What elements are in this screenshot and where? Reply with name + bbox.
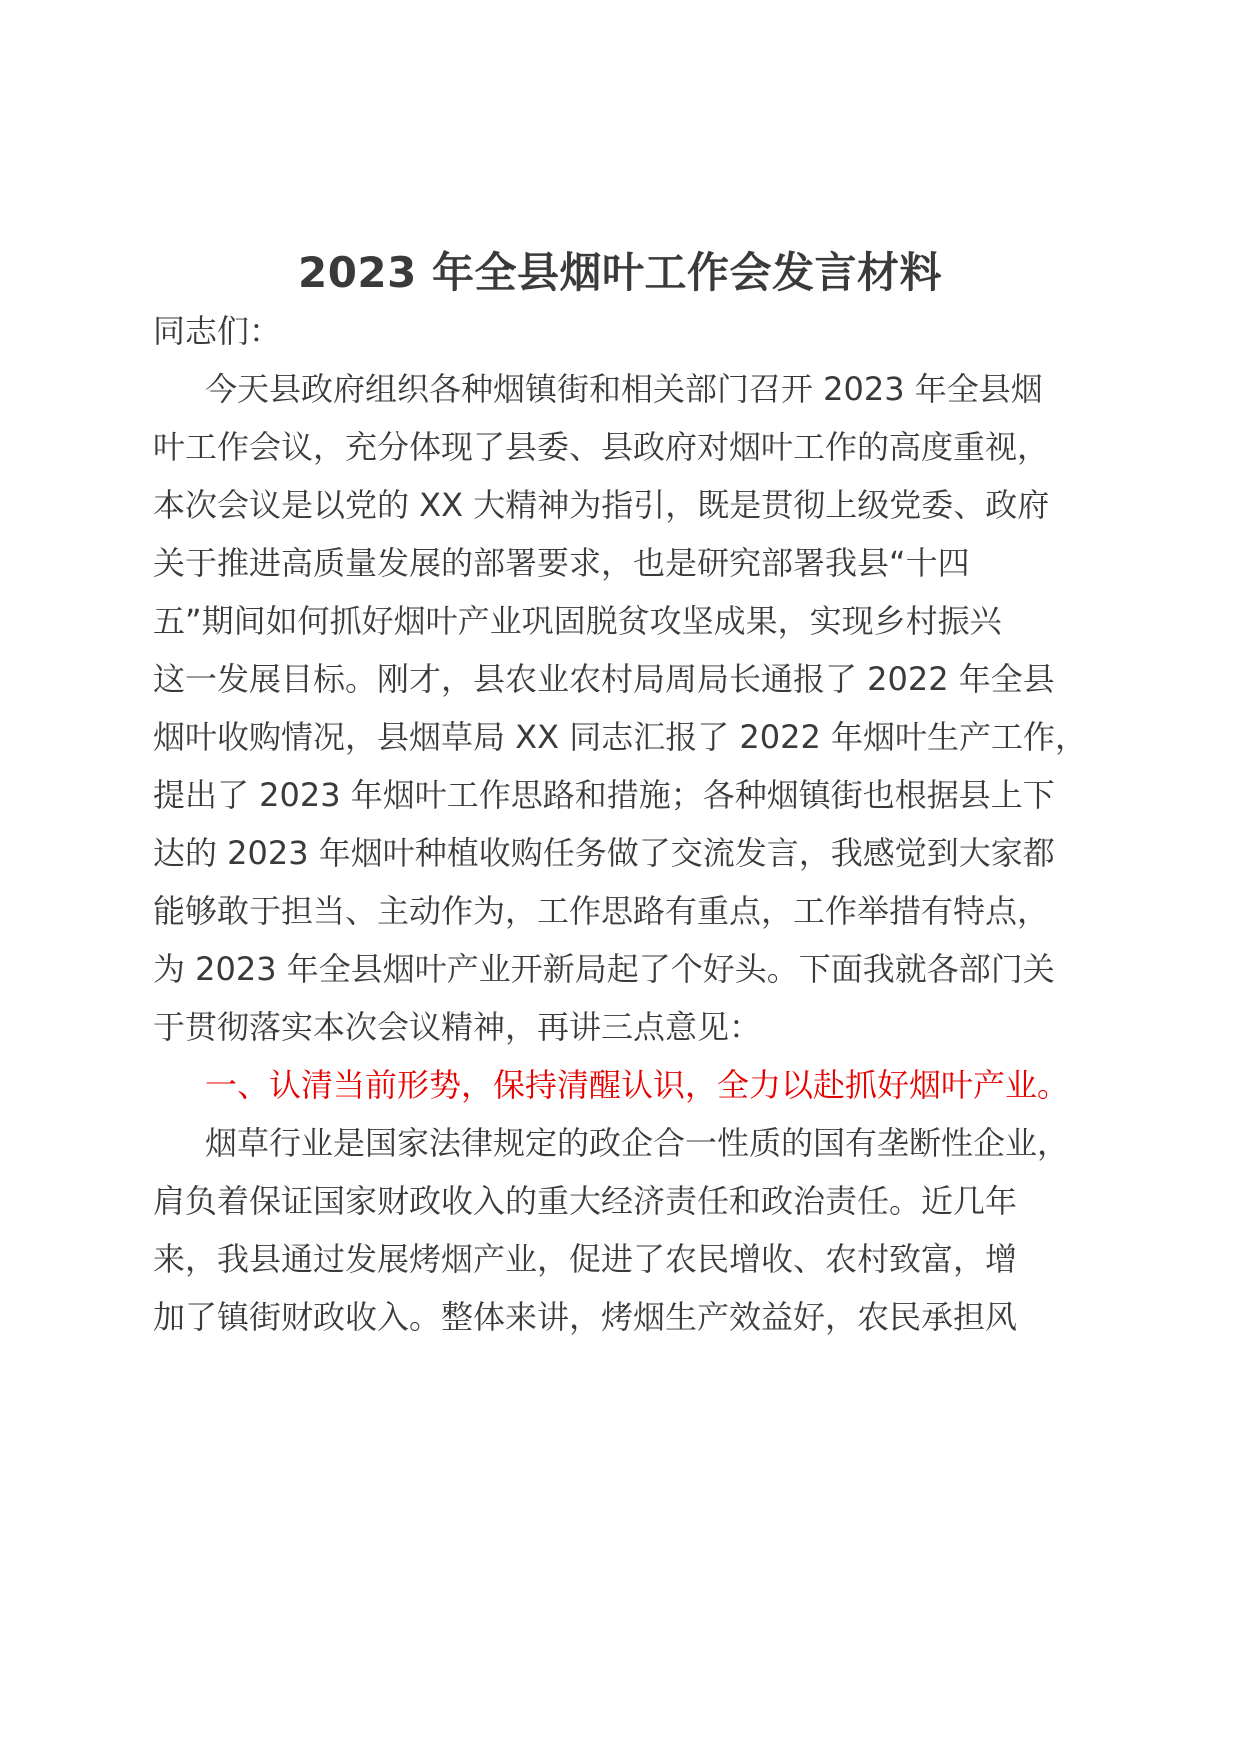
salutation: 同志们： bbox=[153, 312, 282, 350]
paragraph-line: 烟叶收购情况，县烟草局 XX 同志汇报了 2022 年烟叶生产工作， bbox=[153, 718, 1087, 756]
paragraph-line: 能够敢于担当、主动作为，工作思路有重点，工作举措有特点， bbox=[153, 892, 1050, 930]
paragraph-line: 达的 2023 年烟叶种植收购任务做了交流发言，我感觉到大家都 bbox=[153, 834, 1055, 872]
paragraph-line: 烟草行业是国家法律规定的政企合一性质的国有垄断性企业， bbox=[205, 1124, 1070, 1162]
paragraph-line: 为 2023 年全县烟叶产业开新局起了个好头。下面我就各部门关 bbox=[153, 950, 1055, 988]
paragraph-line: 这一发展目标。刚才，县农业农村局周局长通报了 2022 年全县 bbox=[153, 660, 1055, 698]
paragraph-line: 加了镇街财政收入。整体来讲，烤烟生产效益好，农民承担风 bbox=[153, 1298, 1018, 1336]
paragraph-line: 关于推进高质量发展的部署要求，也是研究部署我县“十四 bbox=[153, 544, 970, 582]
paragraph-line: 叶工作会议，充分体现了县委、县政府对烟叶工作的高度重视， bbox=[153, 428, 1050, 466]
paragraph-line: 五”期间如何抓好烟叶产业巩固脱贫攻坚成果，实现乡村振兴 bbox=[153, 602, 1002, 640]
paragraph-line: 于贯彻落实本次会议精神，再讲三点意见： bbox=[153, 1008, 762, 1046]
section-heading: 一、认清当前形势，保持清醒认识，全力以赴抓好烟叶产业。 bbox=[205, 1066, 1070, 1104]
paragraph-line: 来，我县通过发展烤烟产业，促进了农民增收、农村致富，增 bbox=[153, 1240, 1018, 1278]
paragraph-line: 本次会议是以党的 XX 大精神为指引，既是贯彻上级党委、政府 bbox=[153, 486, 1050, 524]
document-title: 2023 年全县烟叶工作会发言材料 bbox=[297, 248, 943, 297]
paragraph-line: 提出了 2023 年烟叶工作思路和措施；各种烟镇街也根据县上下 bbox=[153, 776, 1055, 814]
paragraph-line: 肩负着保证国家财政收入的重大经济责任和政治责任。近几年 bbox=[153, 1182, 1018, 1220]
paragraph-line: 今天县政府组织各种烟镇街和相关部门召开 2023 年全县烟 bbox=[205, 370, 1043, 408]
